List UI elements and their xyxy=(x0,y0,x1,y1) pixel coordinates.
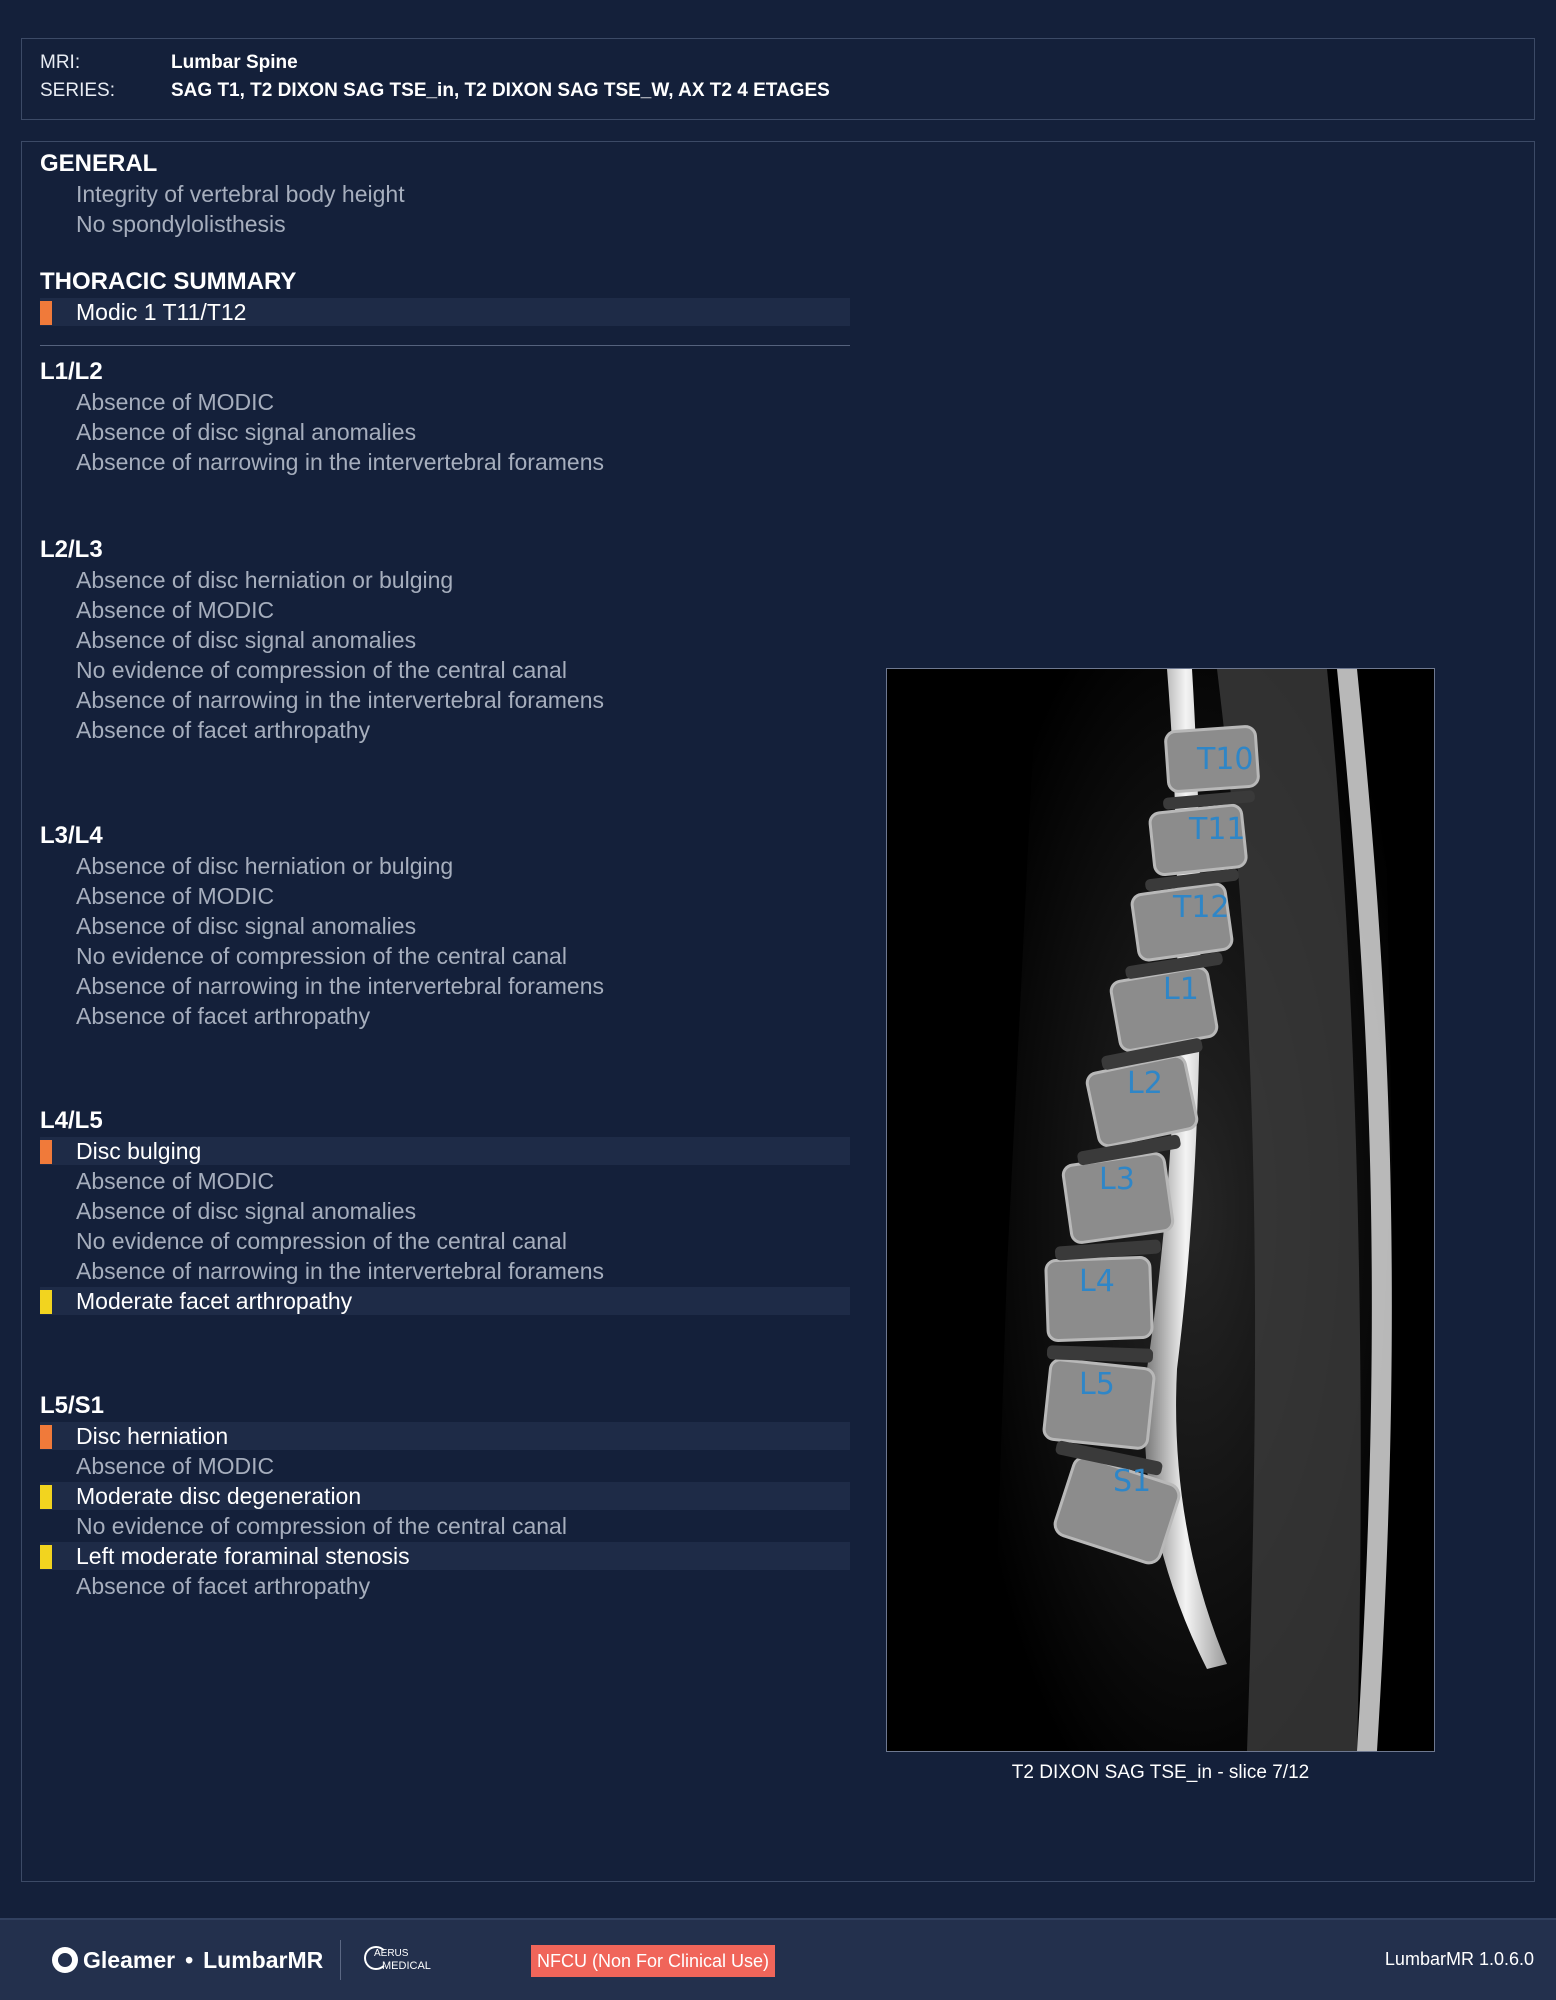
finding-text: No evidence of compression of the central canal xyxy=(76,657,567,683)
finding xyxy=(40,418,850,446)
finding-flagged xyxy=(40,1542,850,1570)
finding-text: Absence of disc signal anomalies xyxy=(76,1198,417,1224)
app-version: LumbarMR 1.0.6.0 xyxy=(1384,1949,1534,1969)
section-title-l2l3: L2/L3 xyxy=(40,536,103,563)
finding xyxy=(40,1512,850,1540)
image-caption: T2 DIXON SAG TSE_in - slice 7/12 xyxy=(1011,1762,1310,1783)
gleamer-logo-icon xyxy=(52,1947,78,1973)
finding-text: Absence of narrowing in the intervertebral foramens xyxy=(76,973,605,999)
finding-flagged xyxy=(40,298,850,326)
finding xyxy=(40,882,850,910)
finding xyxy=(40,686,850,714)
finding xyxy=(40,912,850,940)
finding xyxy=(40,1227,850,1255)
finding xyxy=(40,448,850,476)
section-title-l5s1: L5/S1 xyxy=(40,1392,105,1419)
finding-text: Moderate facet arthropathy xyxy=(76,1288,353,1314)
finding xyxy=(40,1167,850,1195)
finding xyxy=(40,596,850,624)
section-title-l4l5: L4/L5 xyxy=(40,1107,103,1134)
finding-text: Absence of disc herniation or bulging xyxy=(76,853,454,879)
section-title-thoracic: THORACIC SUMMARY xyxy=(40,268,297,295)
finding-text: Absence of facet arthropathy xyxy=(76,717,371,743)
report-panel xyxy=(21,141,1535,1882)
vertebra-label-l5: L5 xyxy=(1079,1367,1115,1402)
vertebra-label-t11: T11 xyxy=(1189,812,1246,847)
finding-text: Disc herniation xyxy=(76,1423,229,1449)
mri-label: MRI: xyxy=(40,52,81,73)
finding-text: Absence of narrowing in the intervertebral foramens xyxy=(76,687,605,713)
finding-text: Disc bulging xyxy=(76,1138,202,1164)
mri-sagittal-image[interactable] xyxy=(886,668,1435,1752)
finding xyxy=(40,388,850,416)
brand-name: Gleamer xyxy=(83,1946,176,1973)
vertebra-label-l2: L2 xyxy=(1127,1066,1163,1101)
finding-flagged xyxy=(40,1482,850,1510)
finding xyxy=(40,972,850,1000)
brand-separator-dot: • xyxy=(185,1946,194,1973)
finding-text: Absence of facet arthropathy xyxy=(76,1003,371,1029)
footer-divider xyxy=(340,1940,341,1980)
severity-yellow-indicator xyxy=(40,1290,52,1314)
brand xyxy=(52,1945,323,1975)
partner-name-bottom: MEDICAL xyxy=(382,1960,431,1972)
finding-text: Integrity of vertebral body height xyxy=(76,181,405,207)
mri-image-drawing xyxy=(887,669,1434,1751)
finding-text: Absence of MODIC xyxy=(76,883,275,909)
vertebra-label-s1: S1 xyxy=(1113,1464,1152,1499)
partner-logo xyxy=(364,1942,434,1978)
finding xyxy=(40,1452,850,1480)
finding-text: Absence of MODIC xyxy=(76,1168,275,1194)
finding xyxy=(40,566,850,594)
section-title-l3l4: L3/L4 xyxy=(40,822,103,849)
non-clinical-badge: NFCU (Non For Clinical Use) xyxy=(531,1945,775,1977)
finding xyxy=(40,210,850,238)
severity-orange-indicator xyxy=(40,1425,52,1449)
finding-flagged xyxy=(40,1422,850,1450)
finding-text: No evidence of compression of the central canal xyxy=(76,1228,567,1254)
vertebra-label-l4: L4 xyxy=(1079,1264,1115,1299)
severity-orange-indicator xyxy=(40,301,52,325)
product-name: LumbarMR xyxy=(203,1946,324,1973)
finding-text: Modic 1 T11/T12 xyxy=(76,299,247,325)
finding-text: Absence of narrowing in the intervertebral foramens xyxy=(76,1258,605,1284)
finding xyxy=(40,716,850,744)
finding xyxy=(40,626,850,654)
finding xyxy=(40,180,850,208)
finding-text: Absence of disc herniation or bulging xyxy=(76,567,454,593)
section-title-general: GENERAL xyxy=(40,150,158,177)
section-title-l1l2: L1/L2 xyxy=(40,358,103,385)
finding-text: Absence of MODIC xyxy=(76,1453,275,1479)
finding-text: Absence of MODIC xyxy=(76,597,275,623)
vertebra-label-l3: L3 xyxy=(1099,1162,1135,1197)
severity-yellow-indicator xyxy=(40,1485,52,1509)
exam-header xyxy=(21,38,1535,120)
finding xyxy=(40,852,850,880)
severity-yellow-indicator xyxy=(40,1545,52,1569)
section-divider xyxy=(40,345,850,346)
finding xyxy=(40,1002,850,1030)
mri-value: Lumbar Spine xyxy=(171,52,298,73)
severity-orange-indicator xyxy=(40,1140,52,1164)
finding-flagged xyxy=(40,1137,850,1165)
finding-text: Moderate disc degeneration xyxy=(76,1483,362,1509)
finding xyxy=(40,656,850,684)
series-value: SAG T1, T2 DIXON SAG TSE_in, T2 DIXON SAG TSE_W, AX T2 4 ETAGES xyxy=(171,80,830,101)
finding-text: No evidence of compression of the central canal xyxy=(76,1513,567,1539)
vertebra-label-t12: T12 xyxy=(1173,890,1230,925)
series-label: SERIES: xyxy=(40,80,115,101)
finding-text: Absence of disc signal anomalies xyxy=(76,419,417,445)
finding xyxy=(40,1257,850,1285)
finding-text: Absence of narrowing in the intervertebral foramens xyxy=(76,449,605,475)
footer-bar xyxy=(0,1918,1556,2000)
partner-name-top: AERUS xyxy=(374,1948,409,1959)
finding-text: Absence of disc signal anomalies xyxy=(76,913,417,939)
finding-text: Left moderate foraminal stenosis xyxy=(76,1543,410,1569)
finding xyxy=(40,942,850,970)
finding-text: No evidence of compression of the central canal xyxy=(76,943,567,969)
finding xyxy=(40,1197,850,1225)
finding xyxy=(40,1572,850,1600)
vertebra-label-l1: L1 xyxy=(1163,972,1199,1007)
finding-text: Absence of disc signal anomalies xyxy=(76,627,417,653)
finding-text: No spondylolisthesis xyxy=(76,211,286,237)
finding-flagged xyxy=(40,1287,850,1315)
vertebra-label-t10: T10 xyxy=(1197,742,1254,777)
finding-text: Absence of facet arthropathy xyxy=(76,1573,371,1599)
finding-text: Absence of MODIC xyxy=(76,389,275,415)
